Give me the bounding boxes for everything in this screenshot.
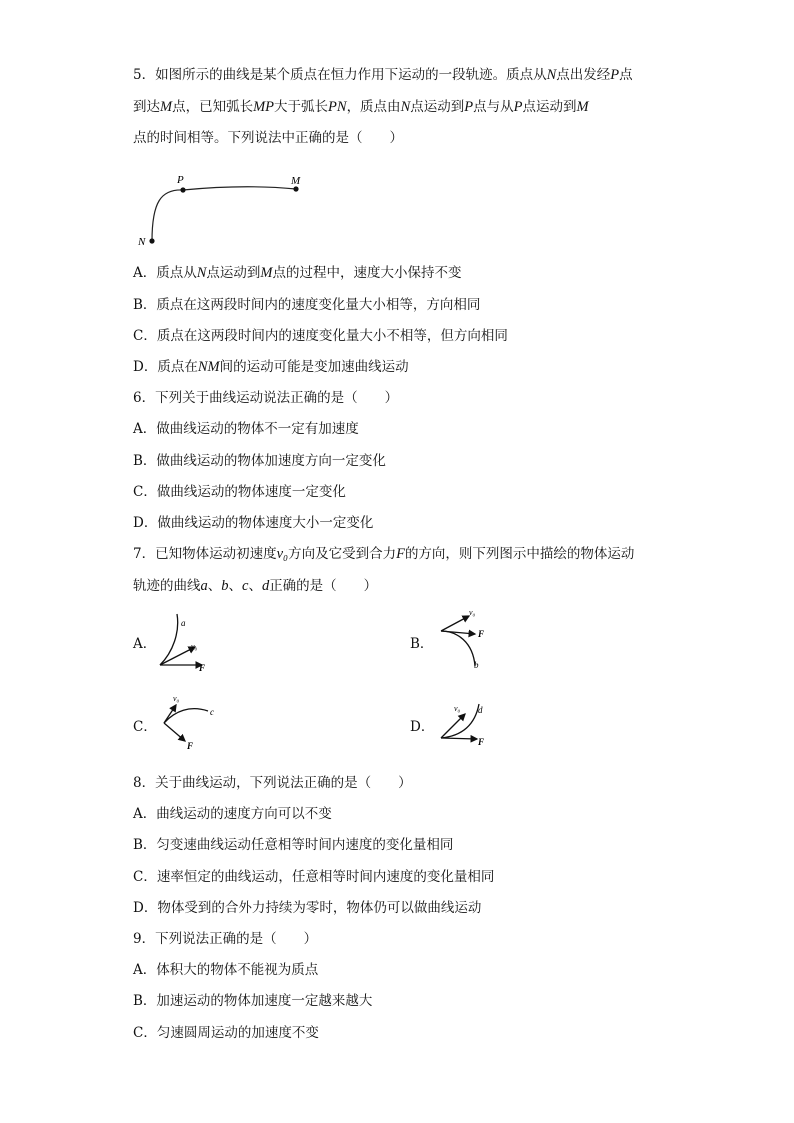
q6-stem: 6．下列关于曲线运动说法正确的是（ ） [133,390,399,406]
q6-option-a: A．做曲线运动的物体不一定有加速度 [133,421,359,437]
q7-stem-line-2: 轨迹的曲线a、b、c、d正确的是（ ） [133,578,378,594]
label-c: c [210,707,214,717]
q7-figure-d [437,700,497,755]
q5-stem-line-2: 到达M点，已知弧长MP大于弧长PN，质点由N点运动到P点与从P点运动到M [133,99,589,115]
q9-option-a: A．体积大的物体不能视为质点 [133,962,319,978]
point-n [149,238,154,243]
q5-option-c: C．质点在这两段时间内的速度变化量大小不相等，但方向相同 [133,328,508,344]
q5-trajectory-figure [135,172,315,252]
label-f: F [187,741,194,751]
label-v0: v₀ [454,704,461,713]
point-m [293,186,298,191]
q7-option-a-label: A． [133,636,157,652]
label-d: d [478,705,483,715]
q8-option-c: C．速率恒定的曲线运动，任意相等时间内速度的变化量相同 [133,869,495,885]
q7-figure-b [437,606,497,671]
q6-option-c: C．做曲线运动的物体速度一定变化 [133,484,346,500]
q9-option-b: B．加速运动的物体加速度一定越来越大 [133,993,373,1009]
point-p [180,187,185,192]
q8-stem: 8．关于曲线运动，下列说法正确的是（ ） [133,775,412,791]
q6-option-b: B．做曲线运动的物体加速度方向一定变化 [133,453,386,469]
q6-option-d: D．做曲线运动的物体速度大小一定变化 [133,515,374,531]
label-f: F [199,663,206,673]
label-f: F [478,737,485,747]
q5-stem-line-3: 点的时间相等。下列说法中正确的是（ ） [133,130,403,146]
q7-figure-a [155,612,225,677]
q7-option-b-label: B． [410,636,434,652]
q7-option-d-label: D． [410,719,435,735]
q7-figure-c [160,693,230,753]
label-n: N [138,236,146,248]
q8-option-d: D．物体受到的合外力持续为零时，物体仍可以做曲线运动 [133,900,482,916]
q9-stem: 9．下列说法正确的是（ ） [133,931,318,947]
q5-option-d: D．质点在NM间的运动可能是变加速曲线运动 [133,359,409,375]
label-v0: v₀ [191,642,198,651]
q5-option-a: A．质点从N点运动到M点的过程中，速度大小保持不变 [133,265,462,281]
q8-option-b: B．匀变速曲线运动任意相等时间内速度的变化量相同 [133,837,454,853]
label-v0: v₀ [469,608,476,617]
q9-option-c: C．匀速圆周运动的加速度不变 [133,1025,319,1041]
label-f: F [478,629,485,639]
q8-option-a: A．曲线运动的速度方向可以不变 [133,806,332,822]
q5-stem-line-1: 5．如图所示的曲线是某个质点在恒力作用下运动的一段轨迹。质点从N点出发经P点 [133,67,633,83]
label-a: a [181,618,186,628]
label-b: b [474,660,479,670]
q7-stem-line-1: 7．已知物体运动初速度v₀方向及它受到合力F的方向，则下列图示中描绘的物体运动 [133,546,635,562]
label-p: P [177,174,184,186]
label-v0: v₀ [173,694,180,703]
label-m: M [291,175,301,187]
q7-option-c-label: C． [133,719,157,735]
q5-option-b: B．质点在这两段时间内的速度变化量大小相等，方向相同 [133,297,481,313]
